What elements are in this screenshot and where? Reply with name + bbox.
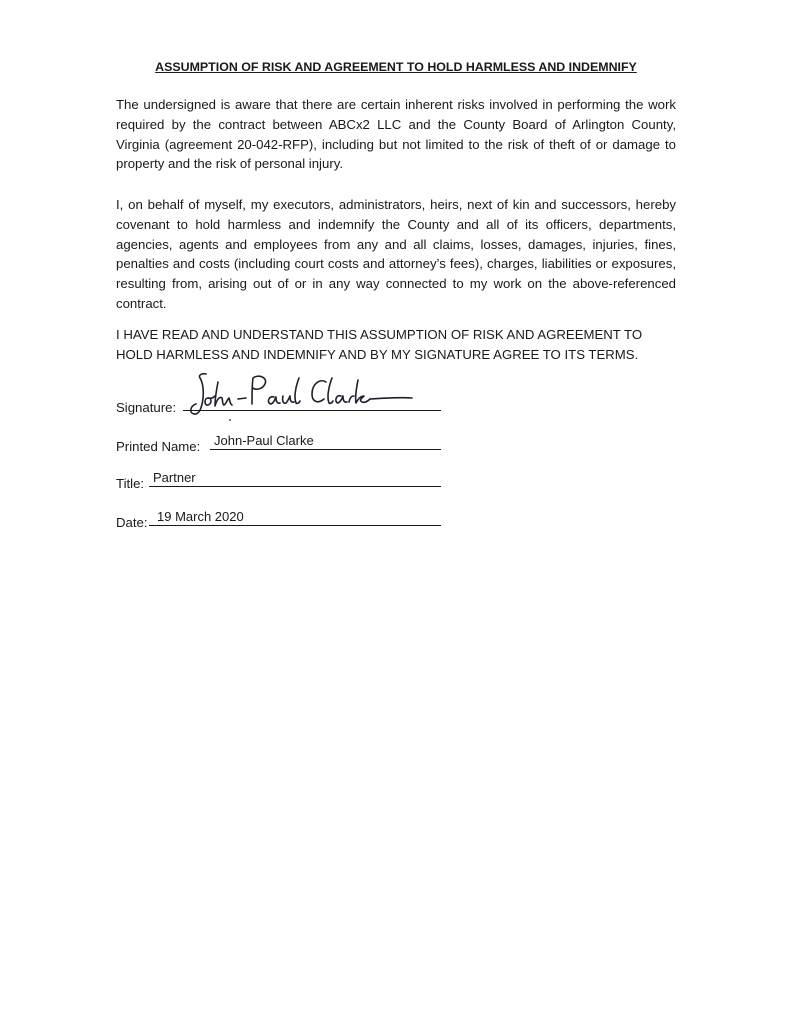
handwritten-signature [186, 368, 416, 422]
title-row [116, 469, 446, 491]
paragraph-acknowledgement: I HAVE READ AND UNDERSTAND THIS ASSUMPTION OF RISK AND AGREEMENT TO HOLD HARMLESS AND INDEMNIFY AND BY MY SIGNATURE AGREE TO ITS TERMS. [116, 327, 643, 362]
date-value[interactable]: 19 March 2020 [157, 509, 244, 524]
title-value[interactable]: Partner [153, 470, 196, 485]
printed-name-label: Printed Name: [116, 439, 201, 454]
paragraph-indemnify: I, on behalf of myself, my executors, administrators, heirs, next of kin and successors, hereby covenant to hold harmless and indemnify the County and all of its officers, departments, agencies, agents and employees from any and all claims, losses, damages, injuries, fines, penalties and costs (including court costs and attorney’s fees), charges, liabilities or exposures, resulting from, arising out of or in any way connected to my work on the above-referenced contract. [116, 197, 676, 311]
printed-name-line [210, 449, 441, 450]
date-row [116, 508, 446, 530]
paragraph-risks: The undersigned is aware that there are certain inherent risks involved in performing the work required by the contract between ABCx2 LLC and the County Board of Arlington County, Virginia (agreement 20-042-RFP), including but not limited to the risk of theft of or damage to property and the risk of personal injury. [116, 97, 676, 172]
printed-name-value[interactable]: John-Paul Clarke [214, 433, 314, 448]
title-line [149, 486, 441, 487]
date-label: Date: [116, 515, 148, 530]
printed-name-row [116, 432, 446, 454]
date-line [149, 525, 441, 526]
title-label: Title: [116, 476, 145, 491]
document-title: ASSUMPTION OF RISK AND AGREEMENT TO HOLD HARMLESS AND INDEMNIFY [155, 60, 637, 74]
signature-label: Signature: [116, 400, 177, 415]
